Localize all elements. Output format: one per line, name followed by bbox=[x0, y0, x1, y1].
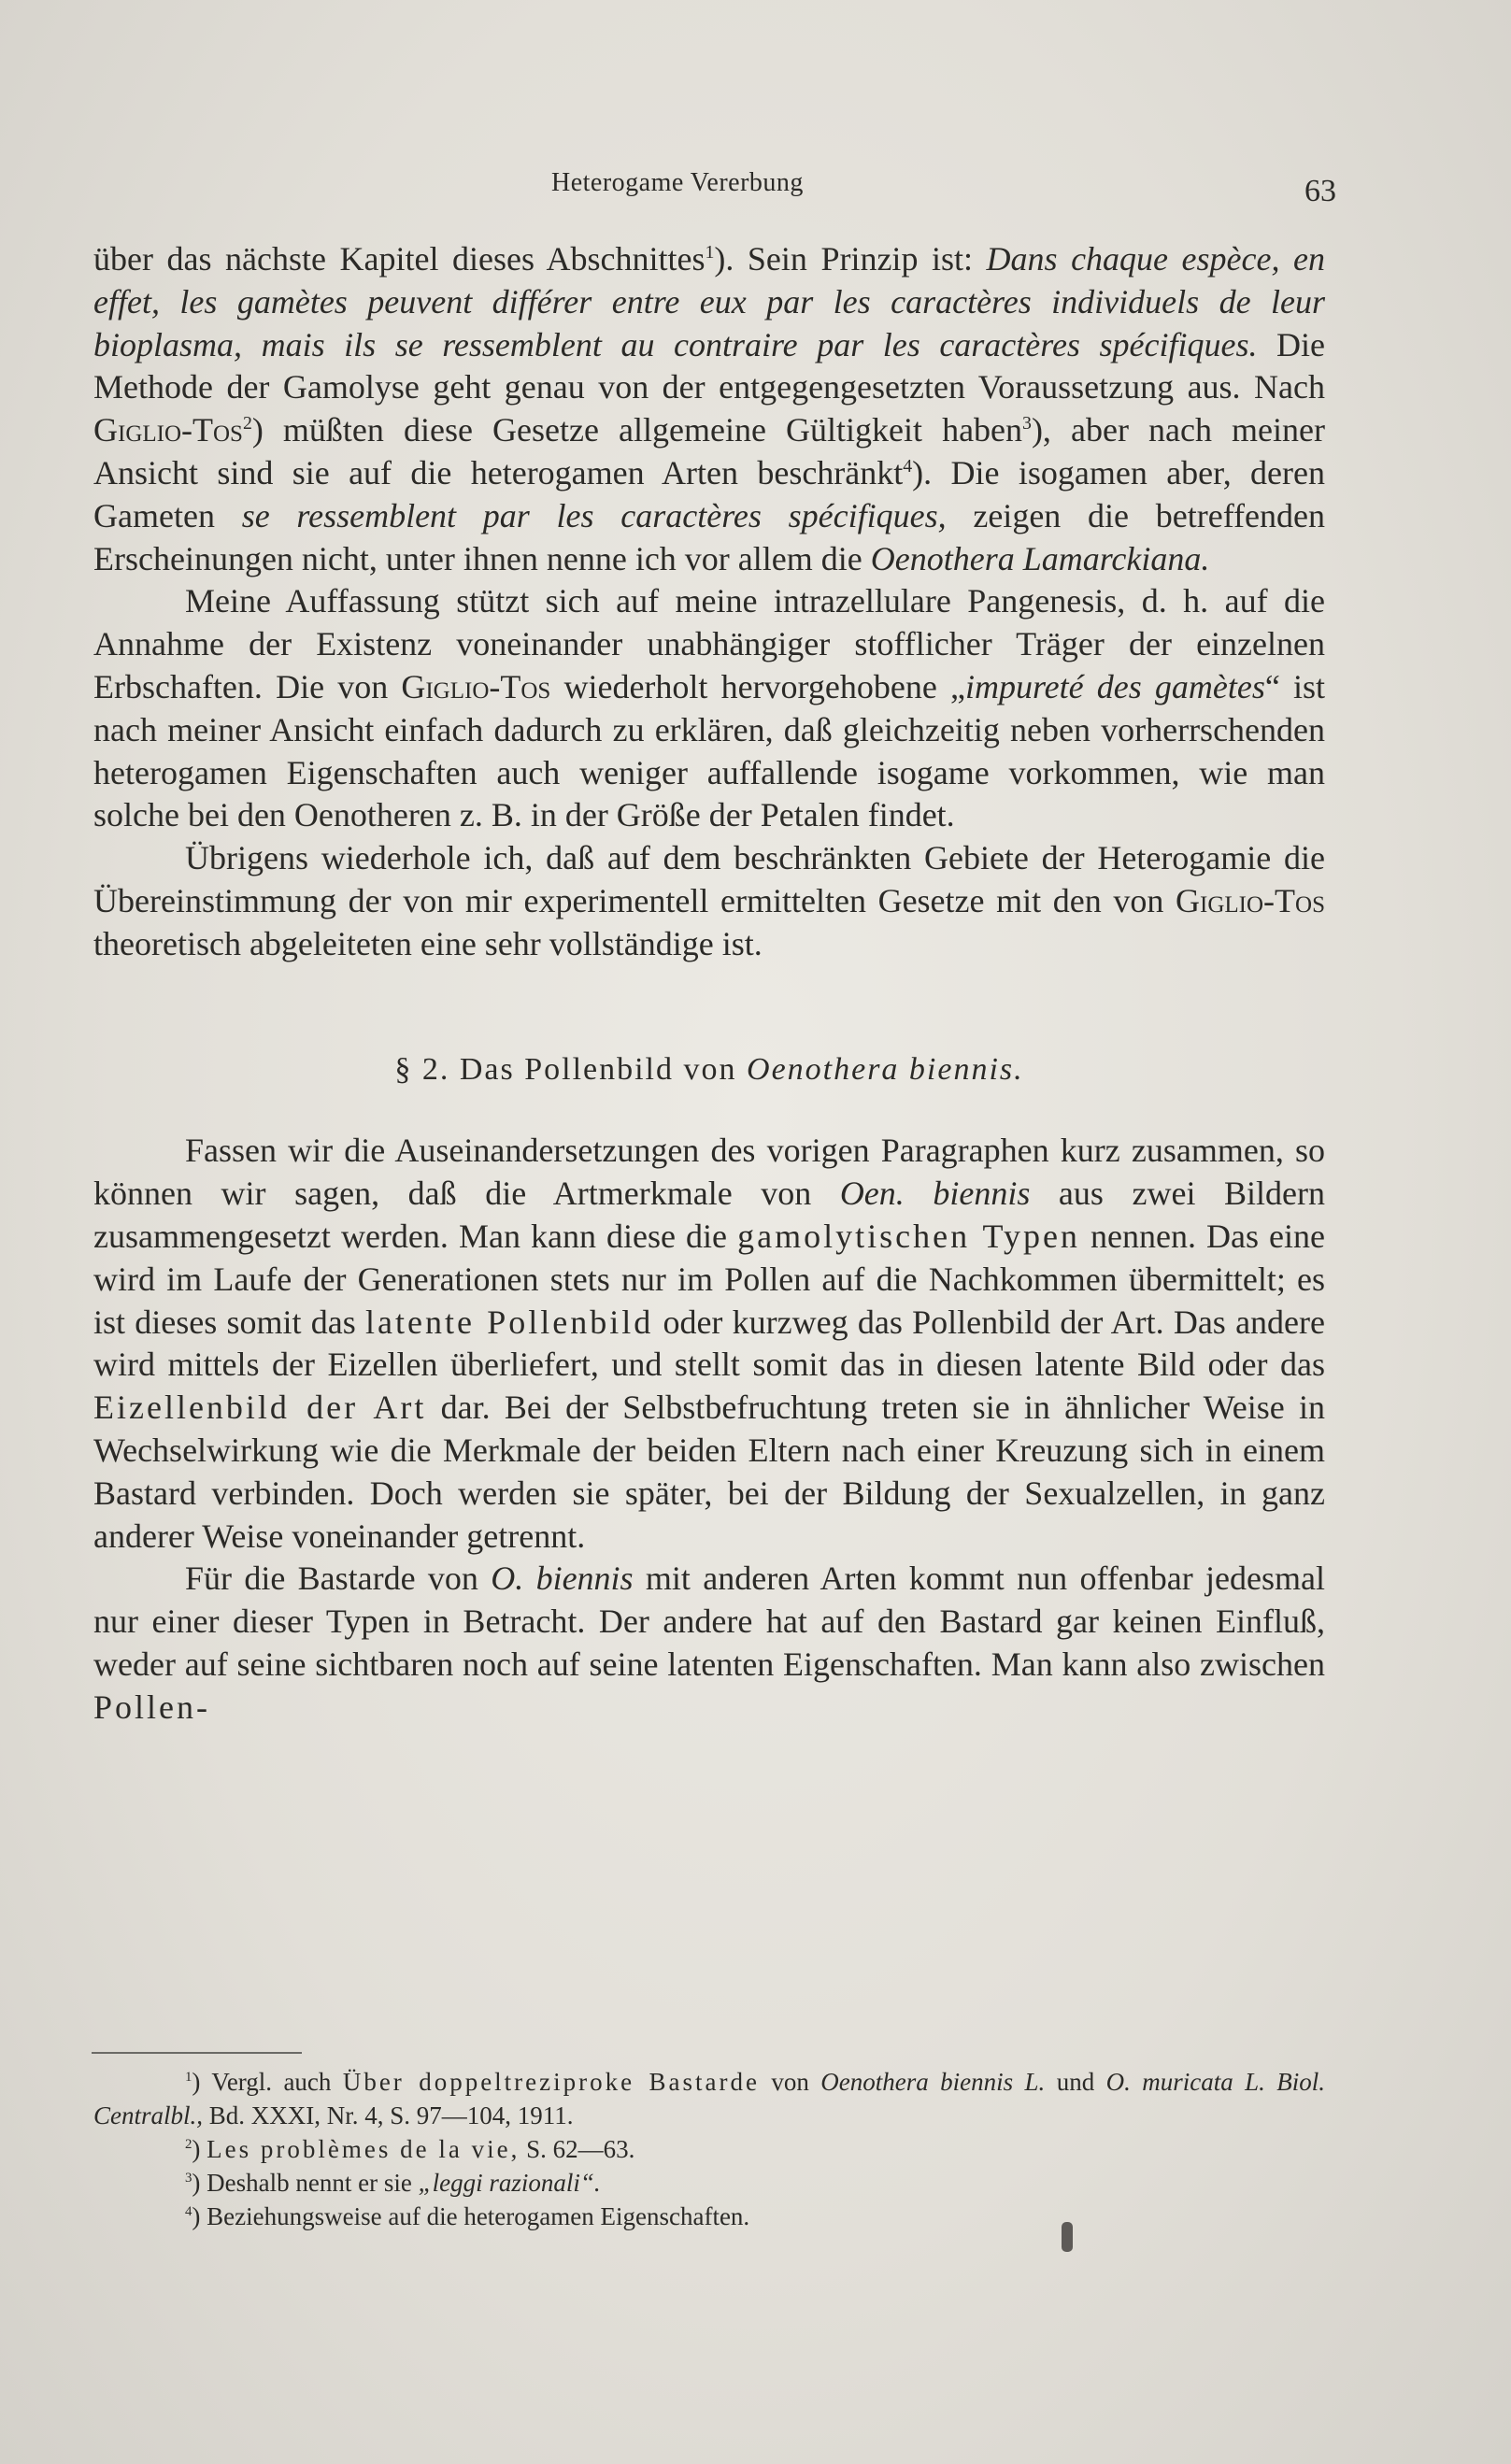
paragraph-1: über das nächste Kapitel dieses Abschnittes$^1$). Sein Prinzip ist: Dans chaque espèce, en effet, les gamètes peuvent différer entre eux par les caractères individuels de leur bioplasma, mais ils se ressemblent au contraire par les caractères spécifiques. Die Methode der Gamolyse geht genau von der entgegengesetzten Voraussetzung aus. Nach Giglio-Tos$^2$) müßten diese Gesetze allgemeine Gültigkeit haben$^3$), aber nach meiner Ansicht sind sie auf die heterogamen Arten beschränkt$^4$). Die isogamen aber, deren Gameten se ressemblent par les caractères spécifiques, zeigen die betreffenden Erscheinungen nicht, unter ihnen nenne ich vor allem die Oenothera Lamarckiana. bbox=[93, 240, 1326, 577]
footnote-1: $^1$) Vergl. auch Über doppeltreziproke Bastarde von Oenothera biennis L. und O. muricata L. Biol. Centralbl., Bd. XXXI, Nr. 4, S. 97—104, 1911. bbox=[93, 2068, 1326, 2129]
footnote-2: $^2$) Les problèmes de la vie, S. 62—63. bbox=[185, 2135, 635, 2163]
paragraph-4: Fassen wir die Auseinandersetzungen des vorigen Paragraphen kurz zusammen, so können wir sagen, daß die Artmerkmale von Oen. biennis aus zwei Bildern zusammengesetzt werden. Man kann diese die gamolytischen Typen nennen. Das eine wird im Laufe der Generationen stets nur im Pollen auf die Nachkommen übermittelt; es ist dieses somit das latente Pollenbild oder kurzweg das Pollenbild der Art. Das andere wird mittels der Eizellen überliefert, und stellt somit das in diesen latente Bild oder das Eizellenbild der Art dar. Bei der Selbstbefruchtung treten sie in ähnlicher Weise in Wechselwirkung wie die Merkmale der beiden Eltern nach einer Kreuzung sich in einem Bastard verbinden. Doch werden sie später, bei der Bildung der Sexualzellen, in ganz anderer Weise voneinander getrennt. bbox=[93, 1132, 1326, 1555]
section-heading: § 2. Das Pollenbild von Oenothera biennis. bbox=[394, 1051, 1024, 1087]
spaced-term: Pollen- bbox=[93, 1688, 210, 1726]
footnote-3: $^3$) Deshalb nennt er sie „leggi razionali“. bbox=[185, 2169, 601, 2197]
author-name: Giglio-Tos bbox=[1176, 881, 1325, 919]
french-quote: impureté des gamètes bbox=[964, 667, 1265, 705]
species-name: Oenothera Lamarckiana. bbox=[870, 539, 1210, 577]
footnote-ref: 3 bbox=[1022, 413, 1032, 434]
footnote-4: $^4$) Beziehungsweise auf die heterogamen Eigenschaften. bbox=[185, 2202, 750, 2230]
ink-smudge bbox=[1062, 2222, 1073, 2252]
french-quote: se ressemblent par les caractères spécifiques, bbox=[241, 496, 947, 534]
footnote-rule bbox=[92, 2052, 302, 2054]
spaced-term: gamolytischen Typen bbox=[737, 1217, 1080, 1255]
running-header bbox=[93, 168, 1336, 206]
paragraph-2: Meine Auffassung stützt sich auf meine intrazellulare Pangenesis, d. h. auf die Annahme der Existenz voneinander unabhängiger stofflicher Träger der einzelnen Erbschaften. Die von Giglio-Tos wiederholt hervorgehobene „impureté des gamètes“ ist nach meiner Ansicht einfach dadurch zu erklären, daß gleichzeitig neben vorherrschenden heterogamen Eigenschaften auch weniger auffallende isogame vorkommen, wie man solche bei den Oenotheren z. B. in der Größe der Petalen findet. bbox=[93, 582, 1325, 834]
paragraph-5: Für die Bastarde von O. biennis mit anderen Arten kommt nun offenbar jedesmal nur einer dieser Typen in Betracht. Der andere hat auf den Bastard gar keinen Einfluß, weder auf seine sichtbaren noch auf seine latenten Eigenschaften. Man kann also zwischen Pollen- bbox=[93, 1560, 1326, 1726]
main-text bbox=[93, 238, 1325, 1730]
species-name: Oen. biennis bbox=[839, 1175, 1031, 1213]
spaced-term: latente Pollenbild bbox=[365, 1303, 654, 1341]
spaced-term: Eizellenbild der Art bbox=[93, 1389, 427, 1427]
footnotes bbox=[93, 2065, 1325, 2233]
footnote-ref: 4 bbox=[903, 455, 913, 477]
french-quote: Dans chaque espèce, en effet, les gamètes peuvent différer entre eux par les caractères individuels de leur bioplasma, mais ils se ressemblent au contraire par les caractères spécifiques. bbox=[93, 240, 1325, 363]
species-name: O. biennis bbox=[491, 1560, 634, 1598]
running-title: Heterogame Vererbung bbox=[551, 168, 804, 197]
author-name: Giglio-Tos bbox=[93, 411, 243, 449]
paragraph-3: Übrigens wiederhole ich, daß auf dem beschränkten Gebiete der Heterogamie die Übereinstimmung der von mir experimentell ermittelten Gesetze mit den von Giglio-Tos theoretisch abgeleiteten eine sehr vollständige ist. bbox=[93, 839, 1325, 962]
footnote-ref: 2 bbox=[242, 413, 252, 434]
author-name: Giglio-Tos bbox=[401, 667, 551, 705]
footnote-ref: 1 bbox=[705, 242, 715, 263]
species-name: Oenothera biennis. bbox=[747, 1051, 1024, 1087]
page-number: 63 bbox=[1304, 174, 1336, 208]
